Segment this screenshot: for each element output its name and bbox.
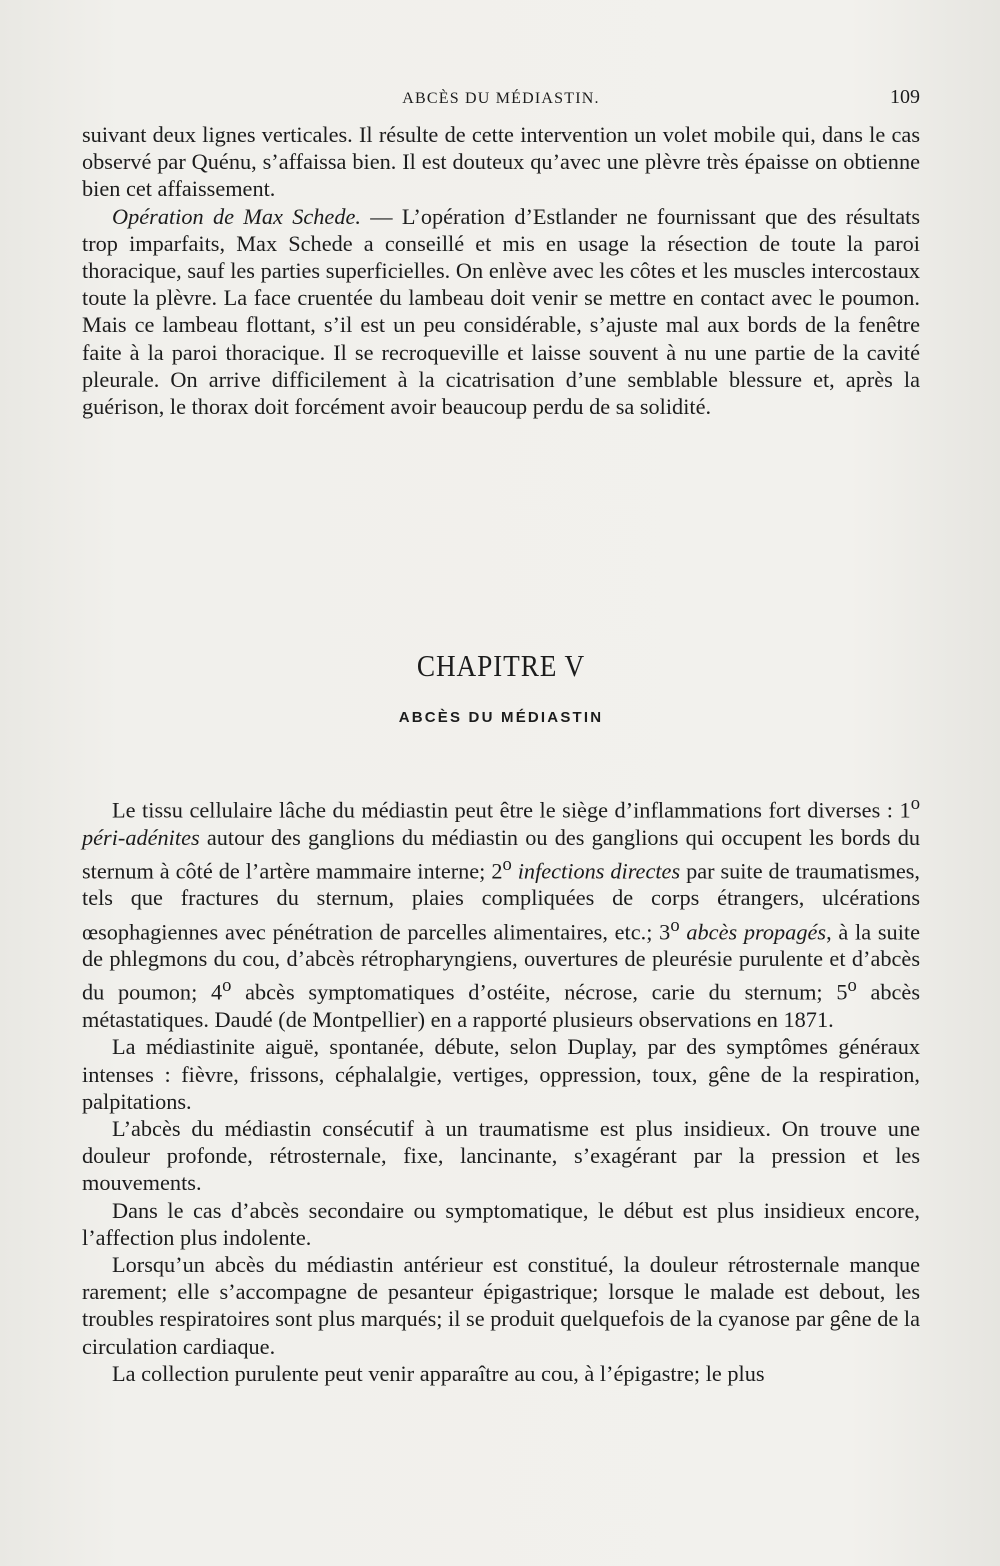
paragraph: [82, 121, 920, 203]
paragraph: [82, 1360, 920, 1387]
ordinal-mark: o: [847, 975, 857, 997]
running-head: [82, 86, 920, 116]
paragraph-text: , à la suite de phlegmons du cou, d’abcès rétropharyngiens, ouvertures de pleurésie purulente et d’abcès du poumon; 4: [82, 919, 920, 1005]
paragraph-text: abcès métastatiques. Daudé (de Montpellier) en a rapporté plusieurs observations en 1871.: [82, 979, 920, 1033]
paragraph: [82, 1251, 920, 1360]
ordinal-mark: o: [910, 793, 920, 814]
paragraph-text: autour des ganglions du médiastin ou des ganglions qui occupent les bords du sternum à côté de l’artère mammaire interne; 2: [82, 824, 920, 884]
paragraph: [82, 1197, 920, 1251]
paragraph-text: abcès symptomatiques d’ostéite, nécrose, carie du sternum; 5: [231, 979, 848, 1005]
paragraph-text: Le tissu cellulaire lâche du médiastin peut être le siège d’inflammations fort diverses : 1: [112, 797, 911, 823]
chapter-title: CHAPITRE V: [416, 648, 586, 683]
paragraph: [82, 203, 920, 421]
running-title: ABCÈS DU MÉDIASTIN.: [402, 90, 600, 107]
paragraph: [82, 1115, 920, 1197]
paragraph: [82, 1033, 920, 1115]
italic-term: infections directes: [511, 858, 681, 884]
page-number: 109: [890, 86, 920, 108]
paragraph-text: L’abcès du médiastin consécutif à un traumatisme est plus insidieux. On trouve une douleur profonde, rétrosternale, fixe, lancinante, s’exagérant par la pression et les mouvements.: [82, 1115, 920, 1196]
text-block-top: [82, 121, 920, 420]
ordinal-mark: o: [502, 853, 512, 875]
paragraph-text: par suite de traumatismes, tels que fractures du sternum, plaies compliquées de corps étrangers, ulcérations œsophagiennes avec pénétration de parcelles alimentaires, etc.; 3: [82, 858, 920, 945]
paragraph-text: Dans le cas d’abcès secondaire ou symptomatique, le début est plus insidieux encore, l’affection plus indolente.: [82, 1197, 920, 1250]
paragraph-text: La médiastinite aiguë, spontanée, débute, selon Duplay, par des symptômes généraux intenses : fièvre, frissons, céphalalgie, vertiges, oppression, toux, gêne de la respiration, palpitations.: [82, 1034, 920, 1114]
chapter-subtitle: ABCÈS DU MÉDIASTIN: [398, 709, 604, 726]
ordinal-mark: o: [222, 975, 232, 997]
paragraph-text: La collection purulente peut venir apparaître au cou, à l’épigastre; le plus: [112, 1360, 765, 1386]
italic-term: abcès propagés: [679, 919, 827, 945]
paragraph-text: Lorsqu’un abcès du médiastin antérieur est constitué, la douleur rétrosternale manque rarement; elle s’accompagne de pesanteur épigastrique; lorsque le malade est debout, les troubles respiratoires sont plus marqués; il se produit quelquefois de la cyanose par gêne de la circulation cardiaque.: [82, 1251, 920, 1359]
ordinal-mark: o: [670, 914, 680, 936]
text-block-bottom: [82, 790, 920, 1387]
paragraph: [82, 790, 920, 1033]
paragraph-text: — L’opération d’Estlander ne fournissant que des résultats trop imparfaits, Max Schede a conseillé et mis en usage la résection de toute la paroi thoracique, sauf les parties superficielles. On enlève avec les côtes et les muscles intercostaux toute la plèvre. La face cruentée du lambeau doit venir se mettre en contact avec le poumon. Mais ce lambeau flottant, s’il est un peu considérable, s’ajuste mal aux bords de la fenêtre faite à la paroi thoracique. Il se recroqueville et laisse souvent à nu une partie de la cavité pleurale. On arrive difficilement à la cicatrisation d’une semblable blessure et, après la guérison, le thorax doit forcément avoir beaucoup perdu de sa solidité.: [82, 203, 920, 420]
paragraph-text: suivant deux lignes verticales. Il résulte de cette intervention un volet mobile qui, dans le cas observé par Quénu, s’affaissa bien. Il est douteux qu’avec une plèvre très épaisse on obtienne bien cet affaissement.: [82, 122, 920, 202]
italic-term: péri-adénites: [82, 824, 200, 850]
section-heading-italic: Opération de Max Schede.: [112, 203, 361, 229]
